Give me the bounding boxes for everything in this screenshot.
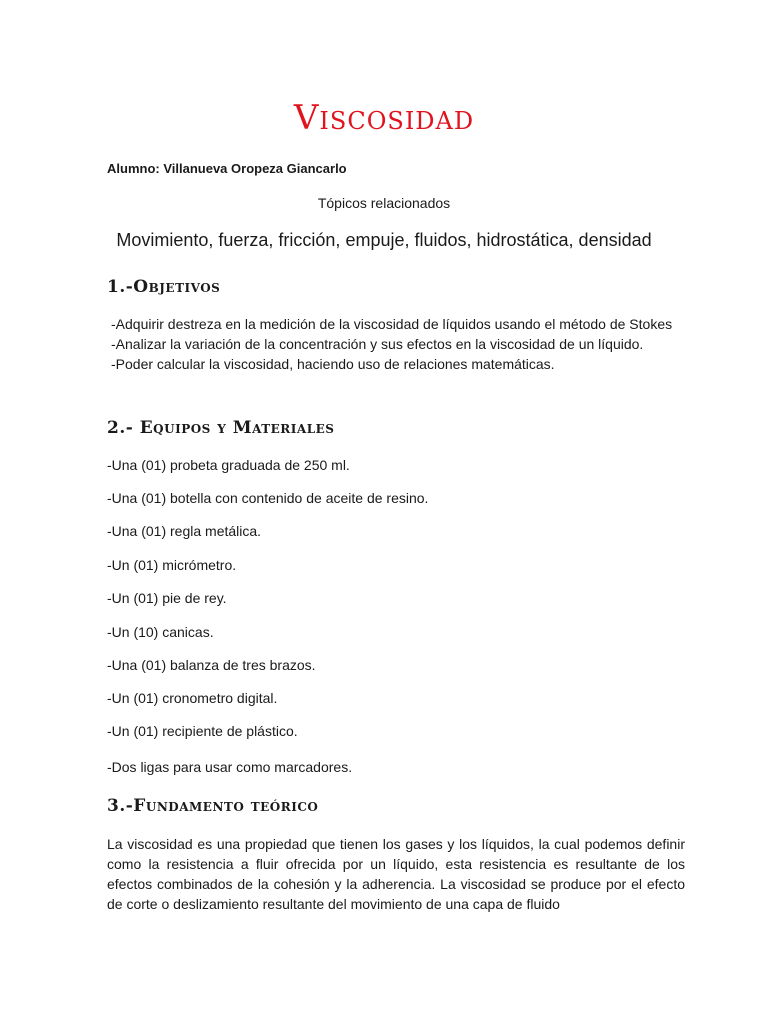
equipo-item: -Un (01) cronometro digital. [107,690,278,706]
equipo-item: -Una (01) balanza de tres brazos. [107,657,316,673]
section-heading-equipos: 2.- Equipos y Materiales [107,418,335,438]
topics-heading: Tópicos relacionados [317,195,451,211]
objetivo-item: -Poder calcular la viscosidad, haciendo uso de relaciones matemáticas. [111,356,555,372]
equipo-item: -Una (01) regla metálica. [107,523,262,539]
equipo-item: -Un (01) pie de rey. [107,590,227,606]
section-heading-fundamento: 3.-Fundamento teórico [107,796,319,816]
equipo-item: -Un (01) micrómetro. [107,557,237,573]
section-heading-objetivos: 1.-Objetivos [107,277,221,297]
topics-list: Movimiento, fuerza, fricción, empuje, fluidos, hidrostática, densidad [116,230,652,250]
document-title: Viscosidad [293,98,475,138]
equipo-item: -Una (01) botella con contenido de aceite de resino. [107,490,429,506]
student-line [107,160,347,178]
objetivo-item: -Adquirir destreza en la medición de la viscosidad de líquidos usando el método de Stokes [111,316,673,332]
equipo-item: -Dos ligas para usar como marcadores. [107,759,353,775]
equipo-item: -Un (01) recipiente de plástico. [107,723,298,739]
student-name: Villanueva Oropeza Giancarlo [163,161,347,176]
equipo-item: -Un (10) canicas. [107,624,214,640]
student-label: Alumno: [107,161,160,176]
objetivos-list [107,314,685,374]
objetivo-item: -Analizar la variación de la concentración y sus efectos en la viscosidad de un líquido. [111,336,644,352]
equipo-item: -Una (01) probeta graduada de 250 ml. [107,457,350,473]
fundamento-paragraph: La viscosidad es una propiedad que tienen los gases y los líquidos, la cual podemos definir como la resistencia a fluir ofrecida por un líquido, esta resistencia es resultante de los efectos combinados de la cohesión y la adherencia. La viscosidad se produce por el efecto de corte o deslizamiento resultante del movimiento de una capa de fluido [107,836,685,912]
